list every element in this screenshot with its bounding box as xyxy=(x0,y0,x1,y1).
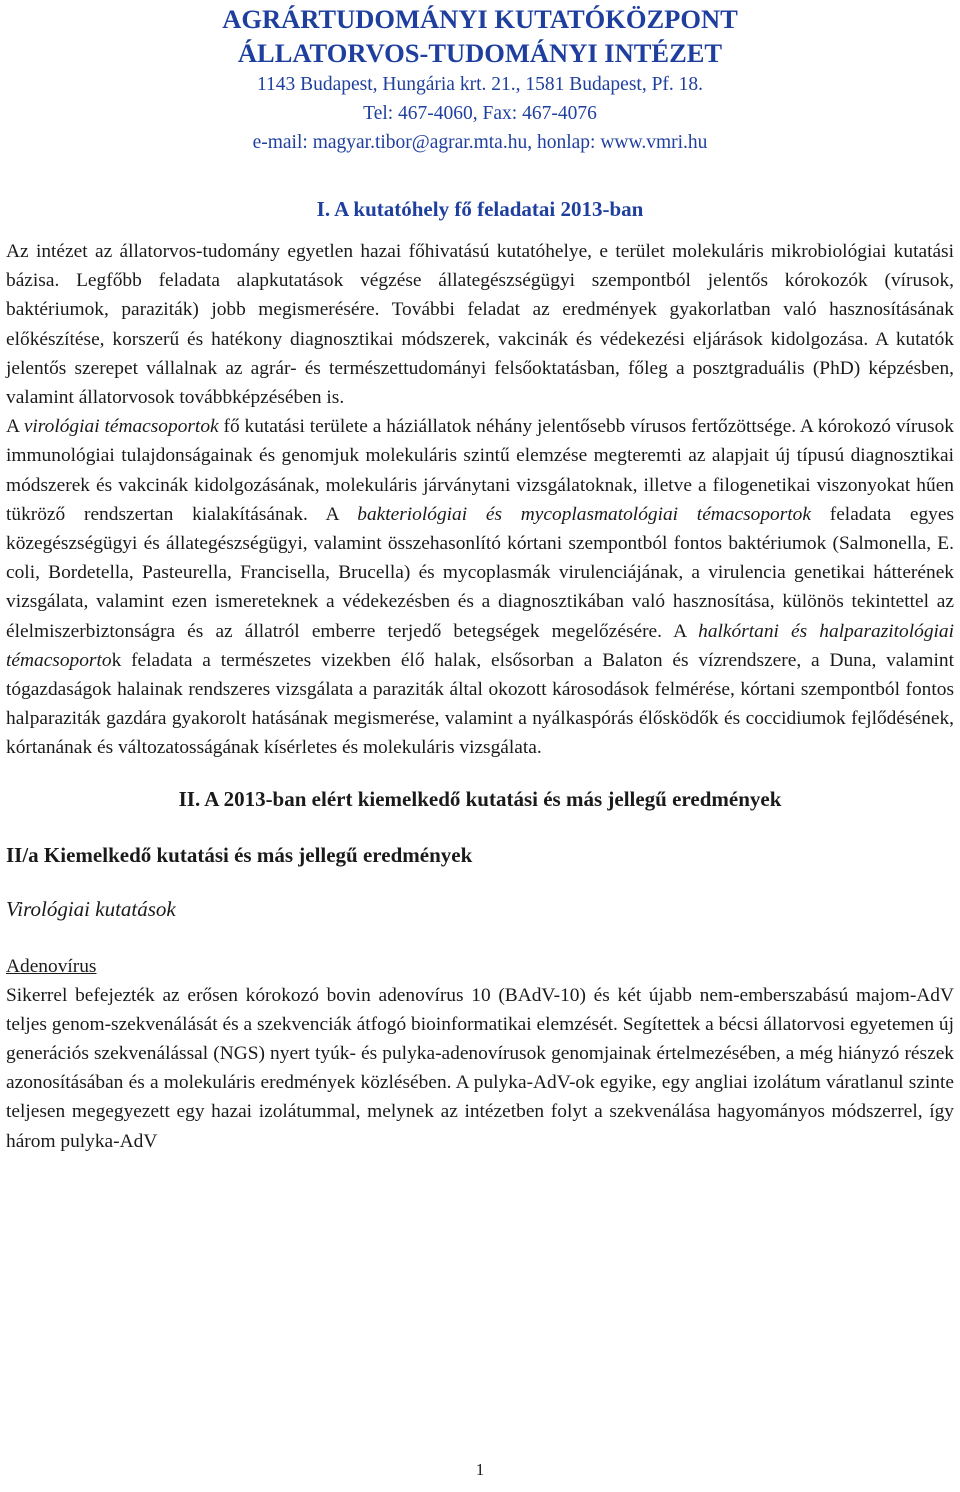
topic-heading: Virológiai kutatások xyxy=(6,896,176,921)
text-run: feladata egyes közegészségügyi és állategészségügyi, valamint összehasonlító kórtani szempontból fontos baktériumok (Salmonella, E. coli, Bordetella, Pasteurella, Francisella, Brucella) és mycoplasmák virulenciájának, a virulencia genetikai hátterének vizsgálata, valamint ezen ismereteknek a védekezésben és a diagnosztikában való hasznosítása, különös tekintettel az élelmiszerbiztonságra és az állatról emberre terjedő betegségek megelőzésére. A xyxy=(6,503,955,642)
phone-fax-line: Tel: 467-4060, Fax: 467-4076 xyxy=(363,103,597,124)
web-prefix: , honlap: xyxy=(527,132,601,153)
text-run: A xyxy=(6,416,24,438)
text-run: k feladata a természetes vizekben élő halak, elsősorban a Balaton és vízrendszere, a Duna, valamint tógazdaságok halainak rendszeres vizsgálata a paraziták által okozott károsodások felmérése, kórtani szempontból fontos halparaziták gazdára gyakorolt hatásának megismerése, valamint a nyálkaspórás élősködők és coccidiumok fejlődésének, kórtanának és változatosságának kísérletes és molekuláris vizsgálata. xyxy=(6,649,954,759)
section-2-heading: II. A 2013-ban elért kiemelkedő kutatási és más jellegű eredmények xyxy=(178,786,782,811)
website-link[interactable]: www.vmri.hu xyxy=(600,132,708,153)
email-prefix: e-mail: xyxy=(252,132,313,153)
letterhead xyxy=(6,0,954,157)
italic-fish-pathology-groups: halkórtani és halparazitológiai témacsoporto xyxy=(6,620,954,671)
section-1-heading: I. A kutatóhely fő feladatai 2013-ban xyxy=(316,197,644,221)
document-page xyxy=(6,0,954,1156)
institute-name: ÁLLATORVOS-TUDOMÁNYI INTÉZET xyxy=(237,38,723,68)
paragraph-adenovirus: Sikerrel befejezték az erősen kórokozó bovin adenovírus 10 (BAdV-10) és két újabb nem-emberszabású majom-AdV teljes genom-szekvenálását és a szekvenciák átfogó bioinformatikai elemzését. Segítettek a bécsi állatorvosi egyetemen új generációs szekvenálással (NGS) nyert tyúk- és pulyka-adenovírusok genomjainak értelmezésében, a még hiányzó részek azonosításában és a molekuláris eredmények közlésében. A pulyka-AdV-ok egyike, egy angliai izolátum váratlanul szinte teljesen megegyezett egy hazai izolátummal, melynek az intézetben folyt a szekvenálása hagyományos módszerrel, így három pulyka-AdV xyxy=(6,984,954,1152)
italic-bacteriology-groups: bakteriológiai és mycoplasmatológiai témacsoportok xyxy=(357,503,811,525)
paragraph-intro: Az intézet az állatorvos-tudomány egyetlen hazai főhivatású kutatóhelye, e terület molekuláris mikrobiológiai kutatási bázisa. Legfőbb feladata alapkutatások végzése állategészségügyi szempontból jelentős kórokozók (vírusok, baktériumok, paraziták) jobb megismerésére. További feladat az eredmények gyakorlatban való hasznosításának előkészítése, korszerű és hatékony diagnosztikai módszerek, vakcinák és védekezési eljárások kidolgozása. A kutatók jelentős szerepet vállalnak az agrár- és természettudományi felsőoktatásban, főleg a posztgraduális (PhD) képzésben, valamint állatorvosok továbbképzésében is. xyxy=(6,241,954,409)
page-number: 1 xyxy=(475,1460,485,1479)
address-line: 1143 Budapest, Hungária krt. 21., 1581 Budapest, Pf. 18. xyxy=(256,74,704,95)
section-2a-heading: II/a Kiemelkedő kutatási és más jellegű eredmények xyxy=(6,842,473,867)
organization-name: AGRÁRTUDOMÁNYI KUTATÓKÖZPONT xyxy=(222,4,738,34)
paragraph-research-groups xyxy=(6,412,954,762)
text-run: fő kutatási területe a háziállatok néhány jelentősebb vírusos fertőzöttsége. A kórokozó vírusok immunológiai tulajdonságainak és genomjuk molekuláris szintű elemzése megteremti az alapjait új típusú diagnosztikai módszerek és vakcinák kidolgozásának, molekuláris járványtani vizsgálatoknak, illetve a filogenetikai viszonyokat hűen tükröző rendszertan kialakításának. A xyxy=(6,416,954,525)
subtopic-heading: Adenovírus xyxy=(6,955,97,977)
contact-line xyxy=(6,128,954,157)
email-link[interactable]: magyar.tibor@agrar.mta.hu xyxy=(312,132,528,153)
italic-virology-groups: virológiai témacsoportok xyxy=(23,416,219,438)
